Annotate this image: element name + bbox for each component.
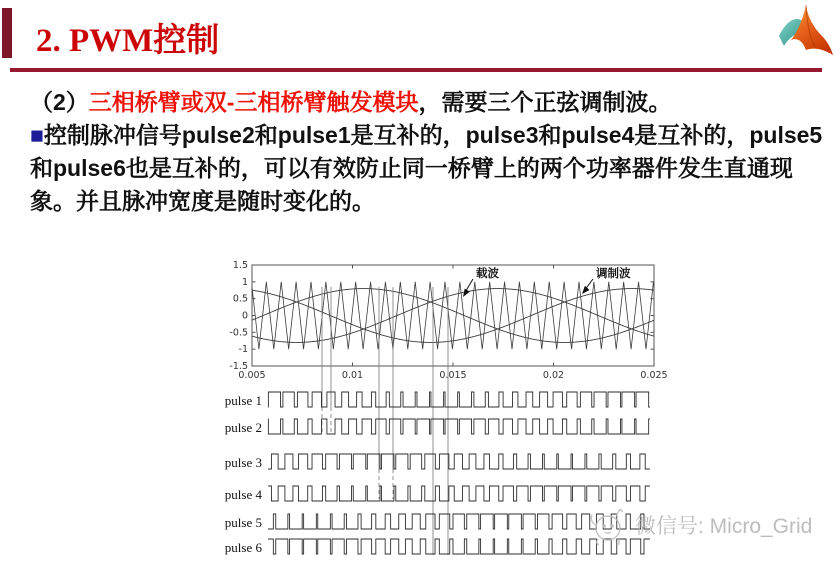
y-tick-label: 1	[241, 276, 248, 288]
x-tick-label: 0.02	[542, 370, 565, 381]
y-tick-label: -0.5	[229, 327, 248, 339]
paragraph-2	[30, 119, 828, 218]
modulation-annotation-arrowhead	[582, 286, 590, 294]
y-tick-label: 1.5	[232, 260, 248, 271]
pulse-waveform-4	[268, 486, 650, 501]
x-tick-label: 0.015	[439, 370, 467, 381]
carrier-annotation-arrowhead	[463, 289, 470, 297]
pulse-waveform-1	[268, 392, 650, 407]
pulse-waveform-2	[268, 419, 650, 434]
pulse-label-4: pulse 4	[224, 487, 262, 502]
square-bullet-icon: ■	[30, 122, 44, 148]
pulse-waveform-6	[268, 539, 650, 554]
x-tick-label: 0.005	[238, 370, 266, 381]
title-rule	[10, 68, 822, 72]
modulation-annotation-label: 调制波	[596, 268, 631, 280]
x-tick-label: 0.01	[341, 370, 364, 381]
y-tick-label: -1	[238, 344, 248, 356]
paragraph-1	[30, 86, 828, 119]
carrier-annotation-label: 载波	[476, 268, 499, 280]
paragraph-1-highlight: 三相桥臂或双-三相桥臂触发模块	[88, 89, 419, 115]
matlab-logo	[776, 2, 836, 59]
pulse-label-6: pulse 6	[224, 540, 262, 555]
carrier-wave	[252, 282, 654, 349]
axes-box	[252, 265, 654, 366]
pwm-waveform-figure	[210, 252, 670, 565]
y-tick-label: -1.5	[229, 361, 248, 372]
pulse-label-2: pulse 2	[224, 420, 262, 435]
paragraph-1-suffix: ，需要三个正弦调制波。	[418, 89, 672, 115]
paragraph-1-prefix: （2）	[30, 89, 89, 115]
pulse-label-5: pulse 5	[224, 515, 262, 530]
pulse-label-1: pulse 1	[224, 393, 262, 408]
pulse-waveform-3	[268, 454, 650, 469]
pulse-waveform-5	[268, 514, 650, 529]
x-tick-label: 0.025	[640, 370, 668, 381]
paragraph-2-text: 控制脉冲信号pulse2和pulse1是互补的，pulse3和pulse4是互补的，pulse5和pulse6也是互补的，可以有效防止同一桥臂上的两个功率器件发生直通现象。并且脉冲宽度是随时变化的。	[30, 122, 823, 214]
y-tick-label: 0.5	[232, 293, 248, 305]
page-title: 2. PWM控制	[36, 23, 220, 59]
y-tick-label: 0	[241, 310, 248, 322]
watermark-label: 微信号: Micro_Grid	[635, 515, 813, 538]
title-accent-bar	[2, 8, 12, 58]
pulse-label-3: pulse 3	[224, 455, 262, 470]
body-text	[30, 86, 828, 218]
